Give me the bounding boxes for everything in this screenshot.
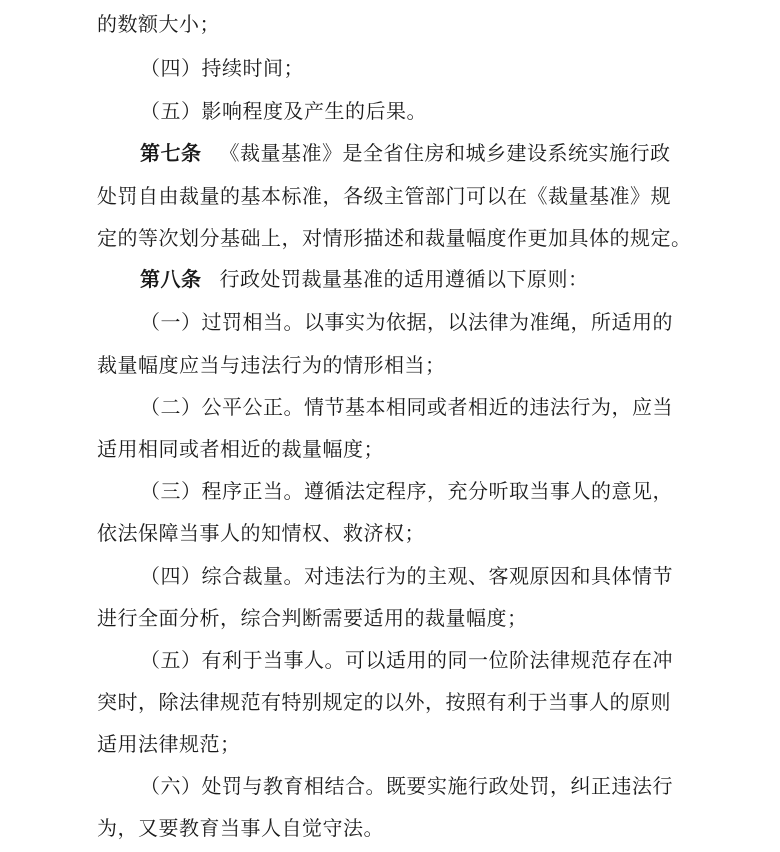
line-text: 进行全面分析，综合判断需要适用的裁量幅度； xyxy=(97,606,528,630)
line-text: （四）持续时间； xyxy=(140,56,304,80)
line-text: （六）处罚与教育相结合。既要实施行政处罚，纠正违法行 xyxy=(140,774,673,798)
line-text: 《裁量基准》是全省住房和城乡建设系统实施行政 xyxy=(219,141,671,165)
list-item xyxy=(140,765,673,807)
list-item xyxy=(140,639,673,681)
list-item xyxy=(140,555,673,597)
paragraph-line xyxy=(97,512,425,554)
paragraph-line xyxy=(97,217,692,259)
paragraph-line xyxy=(97,344,446,386)
list-item xyxy=(140,301,673,343)
line-text: 适用相同或者相近的裁量幅度； xyxy=(97,437,384,461)
line-text: 裁量幅度应当与违法行为的情形相当； xyxy=(97,353,446,377)
list-item xyxy=(140,470,673,512)
line-text: （五）影响程度及产生的后果。 xyxy=(140,99,427,123)
paragraph-line xyxy=(97,807,384,849)
line-text: （二）公平公正。情节基本相同或者相近的违法行为，应当 xyxy=(140,395,673,419)
line-text: 处罚自由裁量的基本标准，各级主管部门可以在《裁量基准》规 xyxy=(97,184,671,208)
line-text: 定的等次划分基础上，对情形描述和裁量幅度作更加具体的规定。 xyxy=(97,226,692,250)
paragraph-line xyxy=(97,428,384,470)
line-text: 为，又要教育当事人自觉守法。 xyxy=(97,816,384,840)
article-seven-line xyxy=(140,132,671,174)
article-eight-line xyxy=(140,258,589,300)
list-item xyxy=(140,47,304,89)
list-item xyxy=(140,386,673,428)
article-title: 第七条 xyxy=(140,141,202,165)
paragraph-line xyxy=(97,681,671,723)
article-title: 第八条 xyxy=(140,267,202,291)
line-text: 依法保障当事人的知情权、救济权； xyxy=(97,521,425,545)
paragraph-line xyxy=(97,3,220,45)
paragraph-line xyxy=(97,175,671,217)
line-text: 突时，除法律规范有特别规定的以外，按照有利于当事人的原则 xyxy=(97,690,671,714)
line-text: 适用法律规范； xyxy=(97,732,241,756)
line-text: （四）综合裁量。对违法行为的主观、客观原因和具体情节 xyxy=(140,564,673,588)
line-text: 的数额大小； xyxy=(97,12,220,36)
line-text: （五）有利于当事人。可以适用的同一位阶法律规范存在冲 xyxy=(140,648,673,672)
line-text: （一）过罚相当。以事实为依据，以法律为准绳，所适用的 xyxy=(140,310,673,334)
paragraph-line xyxy=(97,597,528,639)
list-item xyxy=(140,90,427,132)
line-text: （三）程序正当。遵循法定程序，充分听取当事人的意见， xyxy=(140,479,673,503)
line-text: 行政处罚裁量基准的适用遵循以下原则： xyxy=(219,267,589,291)
paragraph-line xyxy=(97,723,241,765)
